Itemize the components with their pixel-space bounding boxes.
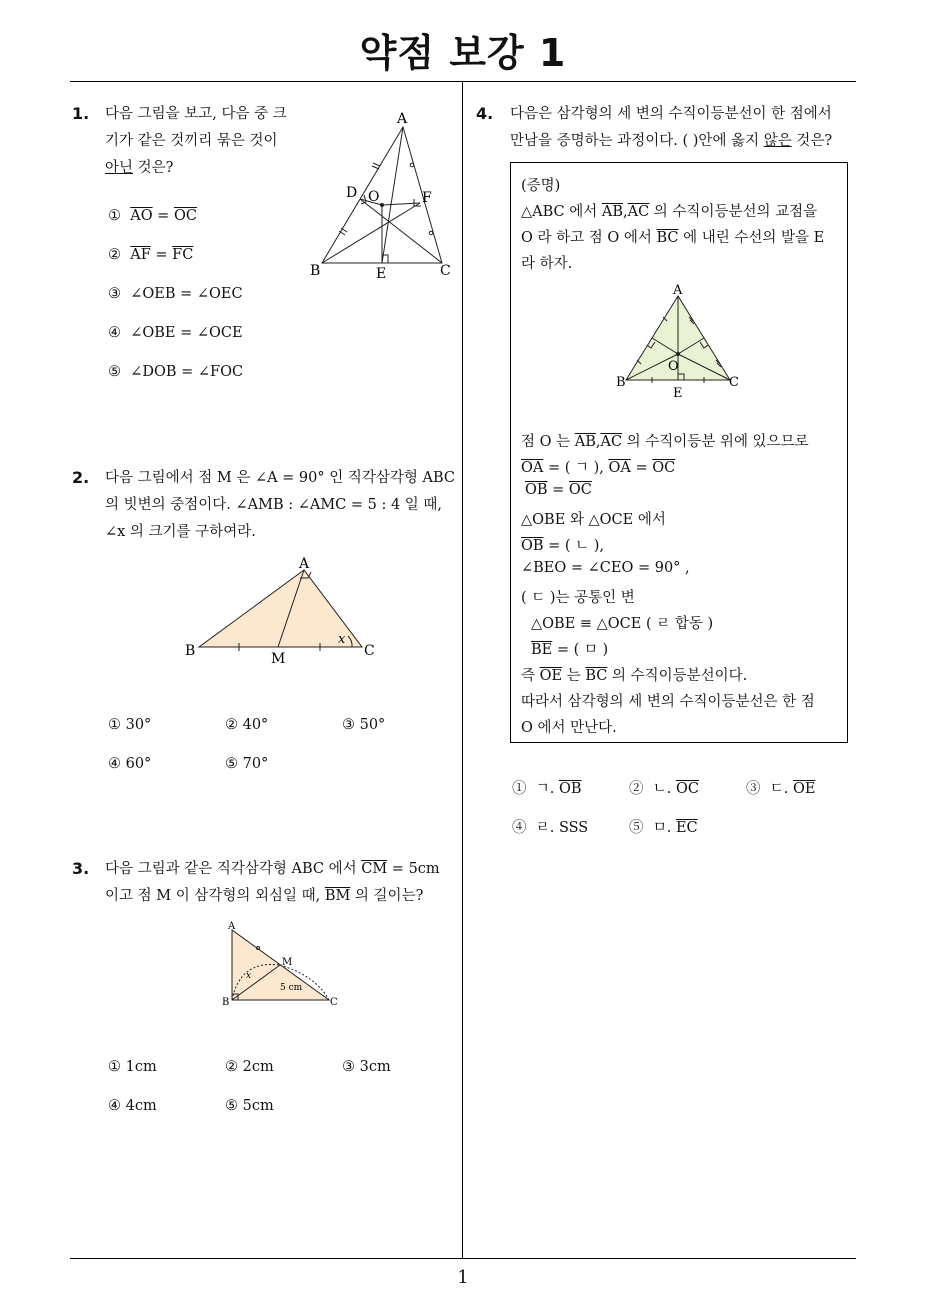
proof-line-10: ( ㄷ )는 공통인 변	[521, 590, 635, 606]
q3-line1	[105, 856, 440, 883]
label-length: 5 cm	[280, 983, 303, 993]
q2-option-5[interactable]: ⑤ 70°	[225, 756, 269, 772]
q2-line3: ∠x 의 크기를 구하여라.	[105, 524, 256, 540]
label-a: A	[228, 921, 236, 932]
q3-number: 3.	[72, 859, 90, 878]
proof-head: (증명)	[521, 178, 561, 194]
q1-line3-underlined: 아닌	[105, 160, 134, 176]
segment: $\overline{BC}$	[656, 230, 679, 246]
segment: $\overline{AC}$	[600, 434, 623, 450]
segment: $\overline{AB}$	[574, 434, 596, 450]
q3-option-1[interactable]: ① 1cm	[108, 1059, 157, 1075]
segment: $\overline{AB}$	[601, 204, 624, 220]
option-mark: ②	[629, 781, 644, 797]
q3-line2	[105, 883, 440, 910]
q2-option-4[interactable]: ④ 60°	[108, 756, 152, 772]
label-b: B	[310, 263, 321, 279]
proof-line-4	[521, 430, 809, 451]
proof-line-8	[521, 534, 604, 555]
q4-option-2[interactable]	[629, 777, 699, 798]
q1-line2: 기가 같은 것끼리 묶은 것이	[105, 133, 278, 149]
proof-line-15: O 에서 만난다.	[521, 720, 617, 736]
q4-line2	[510, 128, 832, 155]
label-c: C	[440, 263, 451, 279]
q1-triangle-figure	[300, 105, 460, 283]
q3-line1-post: = 5cm	[387, 861, 440, 877]
q2-right-triangle-figure	[180, 552, 380, 667]
q3-triangle-figure	[218, 918, 348, 1013]
q2-number: 2.	[72, 468, 90, 487]
proof-line-13	[521, 664, 747, 685]
q1-line1: 다음 그림을 보고, 다음 중 크	[105, 106, 287, 122]
segment: $\overline{OC}$	[675, 781, 699, 797]
option-mark: ②	[108, 247, 121, 263]
option-seg: $\overline{OC}$	[173, 208, 197, 224]
q4-number: 4.	[476, 104, 494, 123]
page-title: 약점 보강 1	[359, 31, 567, 75]
label-e: E	[673, 386, 683, 401]
point-o	[380, 203, 384, 207]
option-text: ∠OEB = ∠OEC	[130, 286, 243, 302]
proof-line-7: △OBE 와 △OCE 에서	[521, 512, 666, 528]
proof-line-6	[525, 482, 592, 498]
option-text: ㄱ.	[535, 781, 559, 797]
segment: $\overline{OC}$	[568, 482, 592, 498]
proof-line-14: 따라서 삼각형의 세 변의 수직이등분선은 한 점	[521, 694, 815, 710]
option-seg: $\overline{AO}$	[130, 208, 153, 224]
option-text: ㄹ. SSS	[535, 820, 589, 836]
q4-option-4[interactable]	[512, 816, 588, 837]
label-b: B	[185, 643, 196, 659]
label-x: x	[246, 971, 252, 981]
page-number: 1	[457, 1267, 469, 1288]
proof-text: 에 내린 수선의 발을 E	[678, 230, 825, 246]
proof-line-9: ∠BEO = ∠CEO = 90° ,	[521, 560, 690, 576]
proof-text: △ABC 에서	[521, 204, 602, 220]
q4-option-3[interactable]	[746, 777, 815, 798]
q3-option-4[interactable]: ④ 4cm	[108, 1098, 157, 1114]
proof-line-5	[521, 456, 675, 477]
q4-option-5[interactable]	[629, 816, 698, 837]
label-x: x	[338, 632, 346, 647]
proof-line-2	[521, 226, 824, 247]
option-text: ∠OBE = ∠OCE	[130, 325, 243, 341]
option-mark: ①	[512, 781, 527, 797]
option-mark: ③	[746, 781, 761, 797]
q3-option-5[interactable]: ⑤ 5cm	[225, 1098, 274, 1114]
proof-line-1	[521, 200, 817, 221]
q1-option-2[interactable]	[108, 247, 193, 263]
q1-line3-rest: 것은?	[133, 160, 174, 176]
proof-text: 즉	[521, 668, 540, 684]
column-divider	[462, 82, 463, 1258]
proof-text: ,	[623, 204, 628, 220]
segment: $\overline{OB}$	[525, 482, 548, 498]
q3-text	[105, 856, 440, 910]
q4-line2-pre: 만남을 증명하는 과정이다. ( )안에 옳지	[510, 133, 764, 149]
q3-option-3[interactable]: ③ 3cm	[342, 1059, 391, 1075]
label-c: C	[330, 997, 338, 1008]
label-f: F	[422, 190, 432, 206]
q4-line2-underlined: 않은	[763, 133, 792, 149]
proof-text: = ( ㄴ ),	[543, 538, 605, 554]
q3-line2-post: 의 길이는?	[350, 888, 424, 904]
q2-line1: 다음 그림에서 점 M 은 ∠A = 90° 인 직각삼각형 ABC	[105, 470, 455, 486]
q1-line3	[105, 155, 287, 182]
label-b: B	[222, 997, 230, 1008]
option-seg: $\overline{AF}$	[130, 247, 151, 263]
q2-option-3[interactable]: ③ 50°	[342, 717, 386, 733]
option-text: ㄴ.	[652, 781, 676, 797]
label-d: D	[346, 185, 358, 201]
option-text: ∠DOB = ∠FOC	[130, 364, 244, 380]
option-mark: ⑤	[629, 820, 644, 836]
option-mark: ①	[108, 208, 121, 224]
option-text: ㄷ.	[769, 781, 793, 797]
segment: $\overline{OB}$	[521, 538, 544, 554]
q3-line1-pre: 다음 그림과 같은 직각삼각형 ABC 에서	[105, 861, 362, 877]
q1-option-5[interactable]	[108, 364, 243, 380]
q4-option-1[interactable]	[512, 777, 582, 798]
proof-text: = ( ㅁ )	[552, 642, 609, 658]
q1-option-3[interactable]	[108, 286, 243, 302]
point-o	[676, 352, 680, 356]
q1-option-1[interactable]	[108, 208, 197, 224]
segment: $\overline{OA}$	[521, 460, 544, 476]
segment: $\overline{AC}$	[627, 204, 650, 220]
segment: $\overline{OB}$	[558, 781, 582, 797]
proof-text: 의 수직이등분 위에 있으므로	[622, 434, 809, 450]
option-eq: =	[150, 247, 173, 263]
proof-text: 의 수직이등분선이다.	[607, 668, 748, 684]
proof-text: O 라 하고 점 O 에서	[521, 230, 657, 246]
proof-line-3: 라 하자.	[521, 256, 573, 272]
q4-line2-post: 것은?	[791, 133, 833, 149]
top-rule	[70, 81, 856, 82]
q1-option-4[interactable]	[108, 325, 243, 341]
q3-option-2[interactable]: ② 2cm	[225, 1059, 274, 1075]
q4-text	[510, 101, 832, 155]
option-eq: =	[152, 208, 174, 224]
label-a: A	[673, 283, 683, 298]
segment: $\overline{OE}$	[539, 668, 563, 684]
proof-text: 점 O 는	[521, 434, 575, 450]
option-mark: ④	[108, 325, 121, 341]
proof-text: ,	[595, 434, 601, 450]
q2-line2: 의 빗변의 중점이다. ∠AMB : ∠AMC = 5 : 4 일 때,	[105, 497, 443, 513]
segment: $\overline{OA}$	[608, 460, 631, 476]
q4-triangle-figure	[612, 282, 742, 402]
q1-number: 1.	[72, 104, 90, 123]
q3-line2-pre: 이고 점 M 이 삼각형의 외심일 때,	[105, 888, 325, 904]
label-m: M	[282, 957, 293, 968]
label-a: A	[397, 111, 408, 127]
q1-text	[105, 101, 287, 182]
label-a: A	[299, 556, 310, 572]
label-o: O	[368, 189, 380, 205]
segment-cm: $\overline{CM}$	[361, 861, 388, 877]
proof-text: =	[547, 482, 569, 498]
segment: $\overline{OC}$	[652, 460, 676, 476]
segment: $\overline{BE}$	[531, 642, 553, 658]
label-e: E	[376, 266, 387, 282]
label-m: M	[271, 651, 286, 667]
proof-text: 의 수직이등분선의 교점을	[649, 204, 818, 220]
proof-line-11: △OBE ≡ △OCE ( ㄹ 합동 )	[531, 616, 714, 632]
segment: $\overline{OE}$	[792, 781, 816, 797]
label-b: B	[616, 375, 626, 390]
option-mark: ⑤	[108, 364, 121, 380]
option-mark: ③	[108, 286, 121, 302]
proof-line-12	[531, 638, 608, 659]
segment: $\overline{BC}$	[585, 668, 608, 684]
segment: $\overline{EC}$	[675, 820, 698, 836]
q2-option-2[interactable]: ② 40°	[225, 717, 269, 733]
option-text: ㅁ.	[652, 820, 676, 836]
q4-line1: 다음은 삼각형의 세 변의 수직이등분선이 한 점에서	[510, 106, 832, 122]
proof-text: = ( ㄱ ),	[543, 460, 609, 476]
option-mark: ④	[512, 820, 527, 836]
proof-text: =	[630, 460, 653, 476]
label-c: C	[729, 375, 739, 390]
q2-text	[105, 465, 455, 546]
q2-option-1[interactable]: ① 30°	[108, 717, 152, 733]
label-c: C	[364, 643, 375, 659]
label-o: O	[668, 359, 679, 374]
option-seg: $\overline{FC}$	[172, 247, 194, 263]
segment-bm: $\overline{BM}$	[324, 888, 351, 904]
bottom-rule	[70, 1258, 856, 1259]
proof-text: 는	[562, 668, 586, 684]
